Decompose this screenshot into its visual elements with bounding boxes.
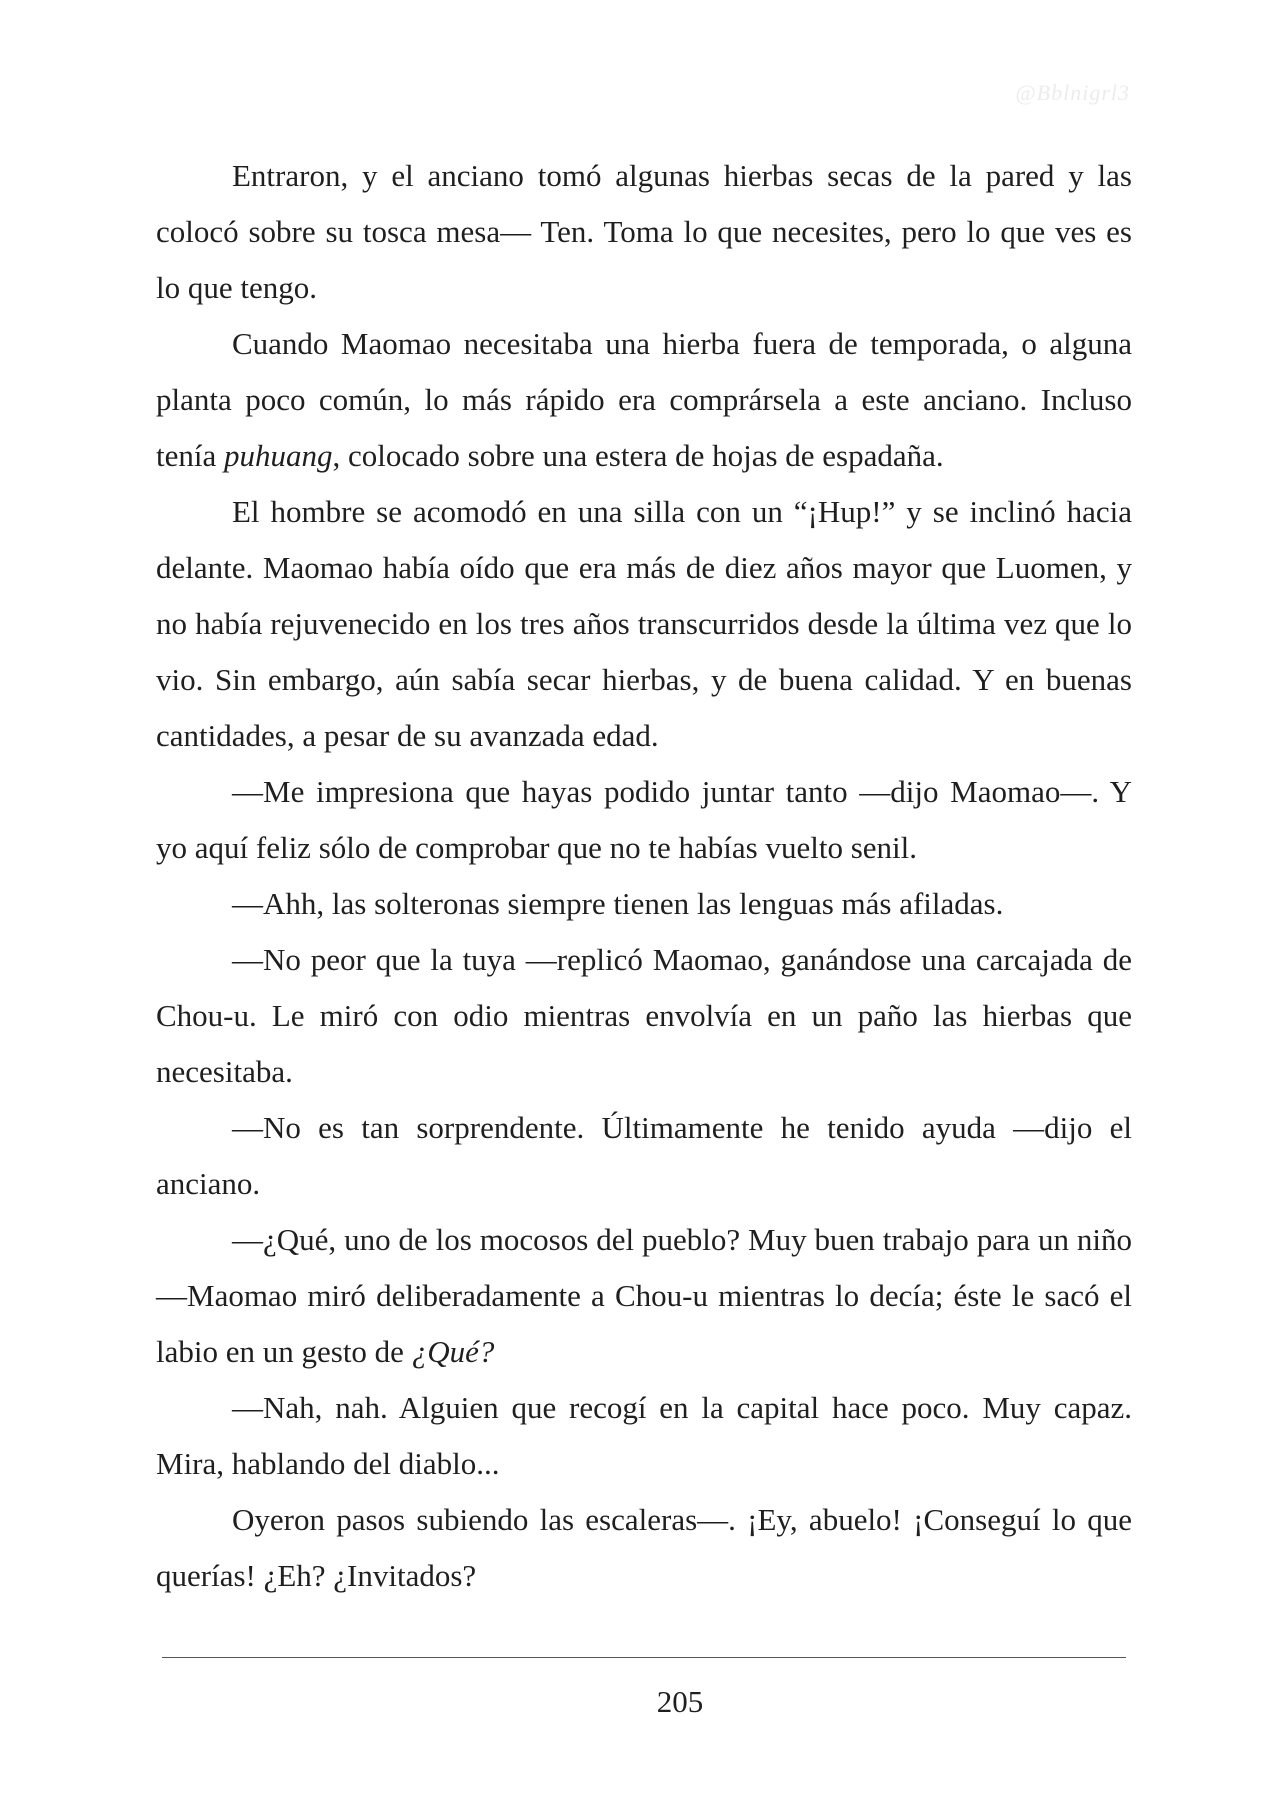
paragraph <box>156 1100 1132 1212</box>
paragraph <box>156 764 1132 876</box>
paragraph <box>156 1380 1132 1492</box>
paragraph-text: —¿Qué, uno de los mocosos del pueblo? Muy buen trabajo para un niño —Maomao miró deliberadamente a Chou-u mientras lo decía; éste le sacó el labio en un gesto de <box>156 1222 1132 1369</box>
paragraph <box>156 876 1132 932</box>
paragraph-text: —Ahh, las solteronas siempre tienen las lenguas más afiladas. <box>232 886 1004 921</box>
paragraph <box>156 1492 1132 1604</box>
paragraph <box>156 148 1132 316</box>
body-text <box>156 148 1132 1604</box>
paragraph <box>156 484 1132 764</box>
paragraph-text: —Me impresiona que hayas podido juntar tanto —dijo Maomao—. Y yo aquí feliz sólo de comprobar que no te habías vuelto senil. <box>156 774 1132 865</box>
paragraph-text: Cuando Maomao necesitaba una hierba fuera de temporada, o alguna planta poco común, lo más rápido era comprársela a este anciano. Incluso tenía <box>156 326 1132 473</box>
paragraph <box>156 1212 1132 1380</box>
footer-rule <box>162 1657 1126 1658</box>
paragraph-text: El hombre se acomodó en una silla con un “¡Hup!” y se inclinó hacia delante. Maomao había oído que era más de diez años mayor que Luomen, y no había rejuvenecido en los tres años transcurridos desde la última vez que lo vio. Sin embargo, aún sabía secar hierbas, y de buena calidad. Y en buenas cantidades, a pesar de su avanzada edad. <box>156 494 1132 753</box>
paragraph-text: , colocado sobre una estera de hojas de espadaña. <box>332 438 944 473</box>
paragraph-text: —Nah, nah. Alguien que recogí en la capital hace poco. Muy capaz. Mira, hablando del diablo... <box>156 1390 1132 1481</box>
page-number: 205 <box>656 1684 704 1719</box>
paragraph <box>156 932 1132 1100</box>
italic-text: puhuang <box>224 438 333 473</box>
paragraph-text: Entraron, y el anciano tomó algunas hierbas secas de la pared y las colocó sobre su tosca mesa— Ten. Toma lo que necesites, pero lo que ves es lo que tengo. <box>156 158 1132 305</box>
paragraph-text: Oyeron pasos subiendo las escaleras—. ¡Ey, abuelo! ¡Conseguí lo que querías! ¿Eh? ¿Invitados? <box>156 1502 1132 1593</box>
paragraph <box>156 316 1132 484</box>
paragraph-text: —No peor que la tuya —replicó Maomao, ganándose una carcajada de Chou-u. Le miró con odio mientras envolvía en un paño las hierbas que necesitaba. <box>156 942 1132 1089</box>
watermark: @Bblnigrl3 <box>1015 80 1130 105</box>
italic-text: ¿Qué? <box>411 1334 495 1369</box>
paragraph-text: —No es tan sorprendente. Últimamente he tenido ayuda —dijo el anciano. <box>156 1110 1132 1201</box>
